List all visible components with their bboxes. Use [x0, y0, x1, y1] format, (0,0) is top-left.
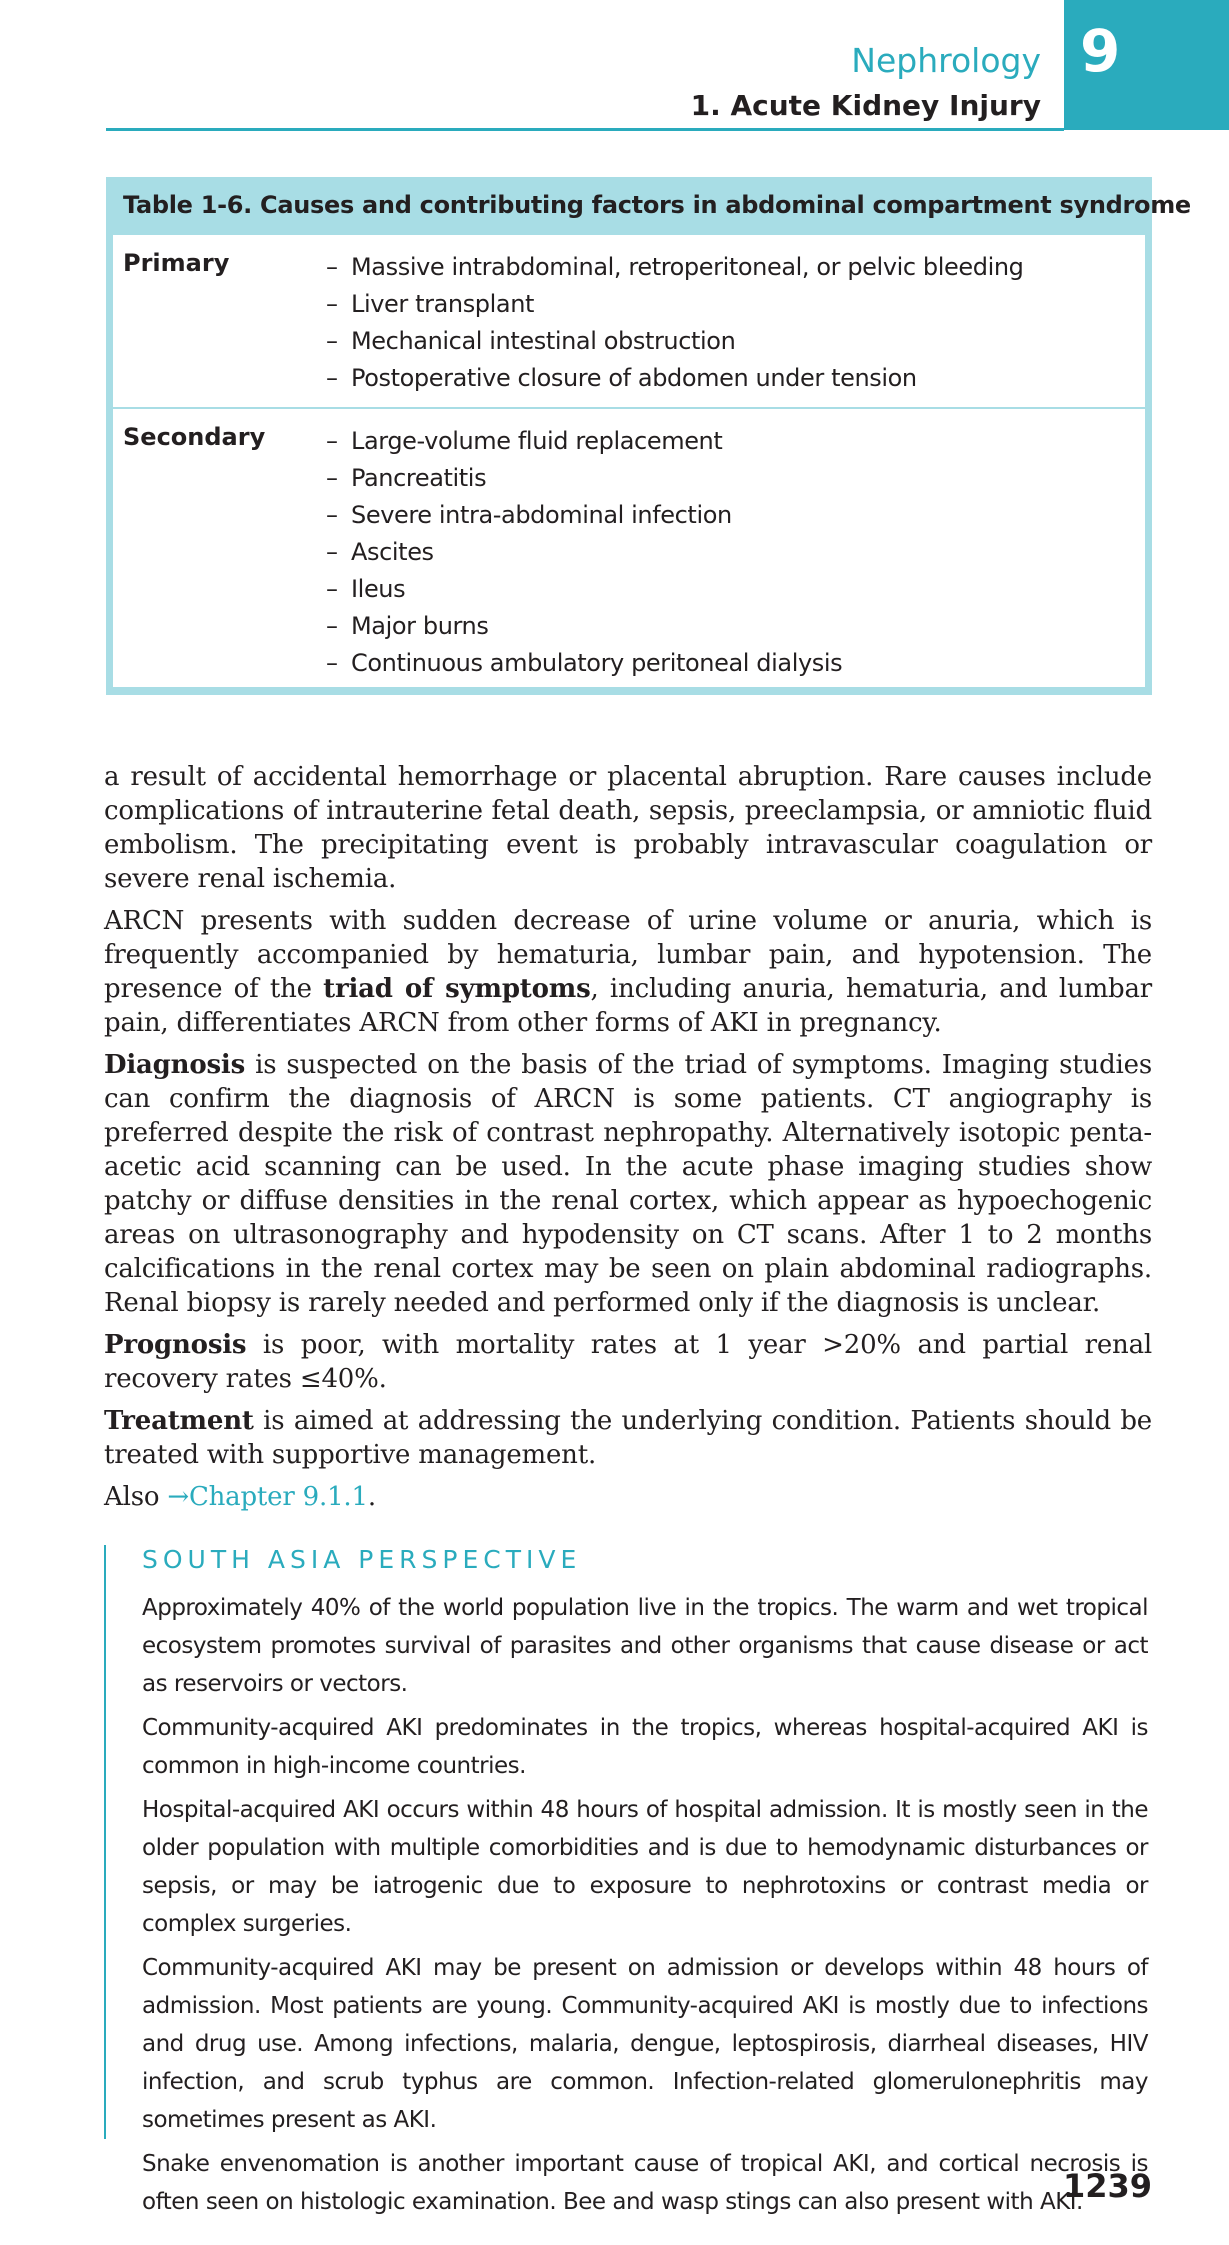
perspective-paragraph: Snake envenomation is another important cause of tropical AKI, and cortical necrosis is often seen on histologic examination. Bee and wasp stings can also present with AKI.: [142, 2151, 1148, 2215]
causes-table: [106, 177, 1191, 695]
list-item: – Ascites: [326, 538, 434, 566]
list-item: – Massive intrabdominal, retroperitoneal, or pelvic bleeding: [326, 253, 1024, 281]
paragraph-diagnosis: Diagnosis is suspected on the basis of the triad of symptoms. Imaging studies can confirm the diagnosis of ARCN is some patients. CT angiography is preferred despite the risk of contrast nephropathy. Alternatively isotopic penta-acetic acid scanning can be used. In the acute phase imaging studies show patchy or diffuse densities in the renal cortex, which appear as hypoechogenic areas on ultrasonography and hypodensity on CT scans. After 1 to 2 months calcifications in the renal cortex may be seen on plain abdominal radiographs. Renal biopsy is rarely needed and performed only if the diagnosis is unclear.: [104, 1050, 1152, 1318]
list-item: – Ileus: [326, 575, 406, 603]
cause-list: [326, 423, 842, 682]
chapter-number: 9: [1080, 17, 1121, 85]
table-body: [113, 235, 1145, 687]
paragraph-treatment: Treatment is aimed at addressing the underlying condition. Patients should be treated with supportive management.: [104, 1406, 1152, 1470]
perspective-sidebar-rule: [104, 1545, 106, 2139]
table-row-secondary: [113, 409, 1145, 687]
perspective-paragraph: Community-acquired AKI may be present on admission or develops within 48 hours of admission. Most patients are young. Community-acquired AKI is mostly due to infections and drug use. Among infections, malaria, dengue, leptospirosis, diarrheal diseases, HIV infection, and scrub typhus are common. Infection-related glomerulonephritis may sometimes present as AKI.: [142, 1955, 1148, 2133]
term-prognosis: Prognosis: [104, 1330, 247, 1360]
chapter-tab: [1064, 0, 1229, 130]
list-item: – Severe intra-abdominal infection: [326, 501, 732, 529]
running-header-subsection: 1. Acute Kidney Injury: [690, 89, 1041, 122]
perspective-title: SOUTH ASIA PERSPECTIVE: [142, 1545, 582, 1574]
paragraph-presentation: ARCN presents with sudden decrease of urine volume or anuria, which is frequently accompanied by hematuria, lumbar pain, and hypotension. The presence of the triad of symptoms, including anuria, hematuria, and lumbar pain, differentiates ARCN from other forms of AKI in pregnancy.: [104, 906, 1152, 1038]
cause-list: [326, 249, 1024, 397]
perspective-body: [142, 1589, 1148, 2227]
list-item: – Continuous ambulatory peritoneal dialysis: [326, 649, 843, 677]
row-label: Primary: [123, 249, 230, 277]
list-item: – Major burns: [326, 612, 489, 640]
running-header-section: Nephrology: [851, 41, 1041, 80]
term-treatment: Treatment: [104, 1406, 254, 1436]
body-text: [104, 760, 1152, 1522]
perspective-paragraph: Hospital-acquired AKI occurs within 48 hours of hospital admission. It is mostly seen in the older population with multiple comorbidities and is due to hemodynamic disturbances or sepsis, or may be iatrogenic due to exposure to nephrotoxins or contrast media or complex surgeries.: [142, 1797, 1148, 1937]
table-title: Table 1-6. Causes and contributing factors in abdominal compartment syndrome: [123, 191, 1191, 219]
term-diagnosis: Diagnosis: [104, 1050, 246, 1080]
row-label: Secondary: [123, 423, 266, 451]
paragraph-continuation: a result of accidental hemorrhage or placental abruption. Rare causes include complications of intrauterine fetal death, sepsis, preeclampsia, or amniotic fluid embolism. The precipitating event is probably intravascular coagulation or severe renal ischemia.: [104, 762, 1152, 894]
table-row-primary: [113, 235, 1145, 409]
chapter-link[interactable]: →Chapter 9.1.1: [167, 1482, 368, 1512]
list-item: – Postoperative closure of abdomen under tension: [326, 364, 917, 392]
term-triad: triad of symptoms: [323, 974, 591, 1004]
list-item: – Liver transplant: [326, 290, 535, 318]
list-item: – Pancreatitis: [326, 464, 487, 492]
paragraph-also: Also →Chapter 9.1.1.: [104, 1482, 376, 1512]
perspective-paragraph: Approximately 40% of the world population live in the tropics. The warm and wet tropical ecosystem promotes survival of parasites and other organisms that cause disease or act as reservoirs or vectors.: [142, 1595, 1148, 1697]
header-rule: [106, 128, 1064, 131]
list-item: – Mechanical intestinal obstruction: [326, 327, 736, 355]
page-number: 1239: [1062, 2167, 1152, 2205]
perspective-paragraph: Community-acquired AKI predominates in the tropics, whereas hospital-acquired AKI is common in high-income countries.: [142, 1715, 1148, 1779]
paragraph-prognosis: Prognosis is poor, with mortality rates at 1 year >20% and partial renal recovery rates ≤40%.: [104, 1330, 1152, 1394]
list-item: – Large-volume fluid replacement: [326, 427, 723, 455]
